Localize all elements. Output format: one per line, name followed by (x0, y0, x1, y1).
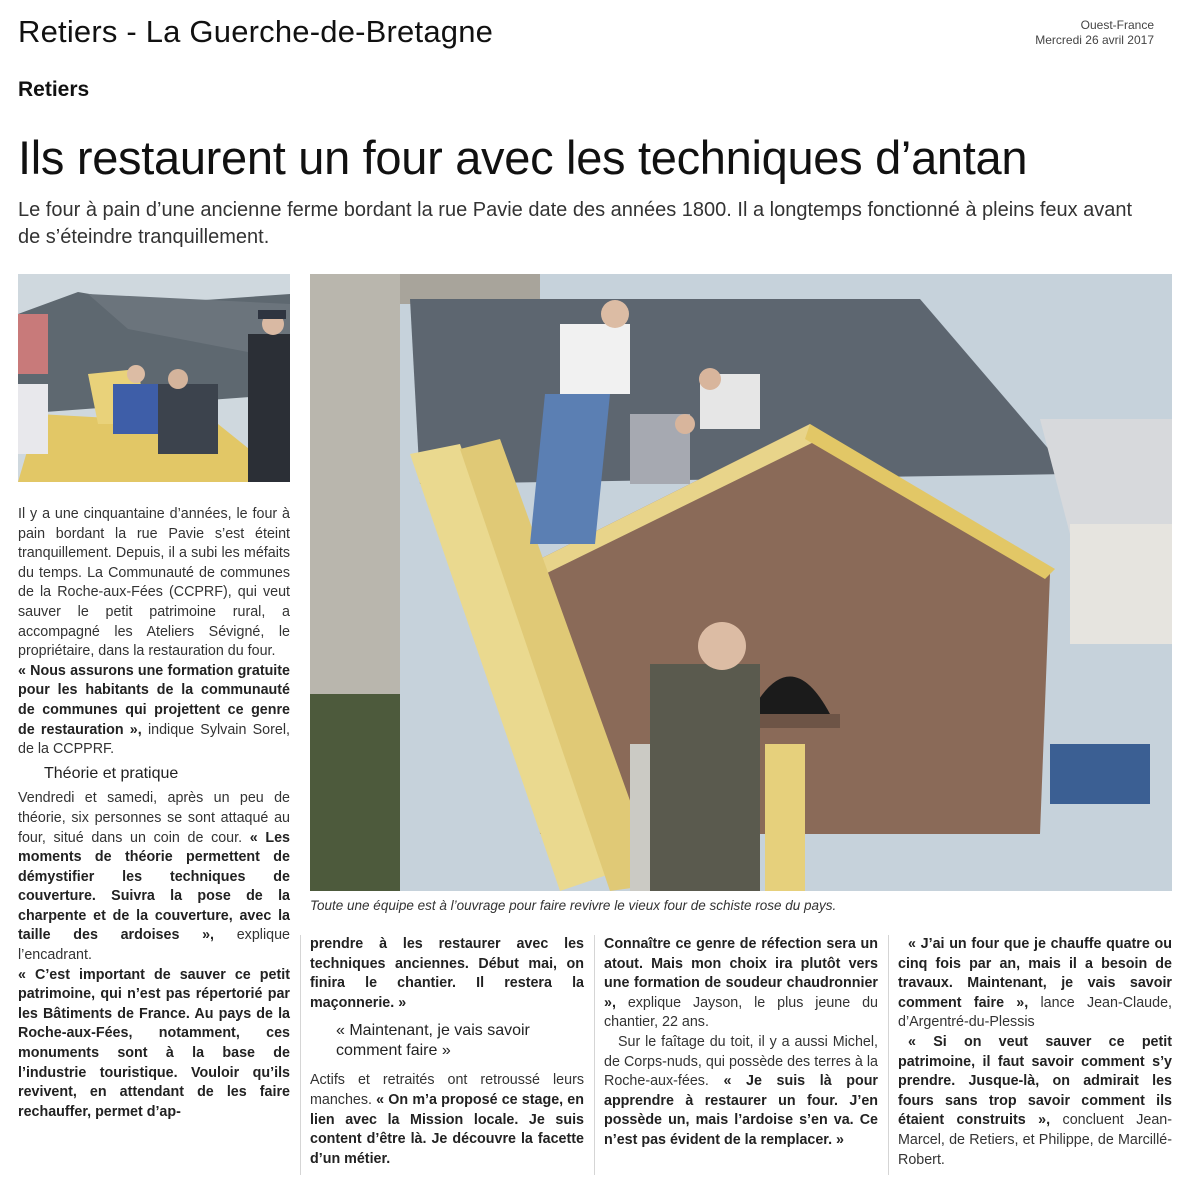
article-standfirst: Le four à pain d’une ancienne ferme bordant la rue Pavie date des années 1800. Il a longtemps fonctionné à pleins feux avant de s’éteindre tranquillement. (18, 199, 1133, 248)
publication-info (1035, 18, 1154, 48)
photo-caption: Toute une équipe est à l’ouvrage pour faire revivre le vieux four de schiste rose du pays. (310, 898, 837, 913)
text: Actifs et retraités ont retroussé leurs manches. (310, 1072, 584, 1108)
paragraph (898, 935, 1172, 1033)
paragraph (604, 1033, 878, 1151)
intertitle: « Maintenant, je vais savoir comment faire » (336, 1022, 530, 1060)
paragraph (18, 662, 290, 760)
publication-date: Mercredi 26 avril 2017 (1035, 33, 1154, 47)
photo-main-oven (310, 274, 1172, 891)
article-headline: Ils restaurent un four avec les techniques d’antan (18, 131, 1028, 184)
quote: « Si on veut sauver ce petit patrimoine, il faut savoir comment s’y prendre. Jusque-là, on admirait les fours sans trop savoir comment ils étaient construits », (898, 1033, 1172, 1129)
paragraph (898, 1033, 1172, 1170)
quote: « Je suis là pour apprendre à restaurer un four. J’en possède un, mais l’ardoise s’en va. Ce n’est pas évident de la remplacer. » (604, 1073, 878, 1148)
quote: « Les moments de théorie permettent de démystifier les techniques de couverture. Suivra la pose de la charpente et de la couverture, avec la taille des ardoises », (18, 829, 291, 944)
quote: « On m’a proposé ce stage, en lien avec la Mission locale. Je suis content d’être là. Je découvre la facette d’un métier. (310, 1091, 584, 1167)
publication-name: Ouest-France (1080, 18, 1154, 32)
article-column-4 (898, 935, 1172, 1170)
attribution: explique Jayson, le plus jeune du chantier, 22 ans. (604, 994, 878, 1031)
text: Sur le faîtage du toit, il y a aussi Michel, de Corps-nuds, qui possède des terres à la Roche-aux-fées. (604, 1033, 878, 1090)
quote: « Nous assurons une formation gratuite pour les habitants de la communauté de communes qui projettent ce genre de restauration », (18, 662, 290, 738)
quote: Connaître ce genre de réfection sera un atout. Mais mon choix ira plutôt vers une formation de soudeur chaudronnier », (604, 936, 878, 1011)
attribution: concluent Jean-Marcel, de Retiers, et Philippe, de Marcillé-Robert. (898, 1112, 1172, 1168)
quote: « J’ai un four que je chauffe quatre ou cinq fois par an, mais il a besoin de travaux. Maintenant, je vais savoir comment faire », (898, 936, 1172, 1011)
article-column-1 (18, 505, 290, 1122)
article-column-3 (604, 935, 878, 1151)
paragraph (604, 935, 878, 1033)
column-divider (888, 935, 889, 1175)
edition-title: Retiers - La Guerche-de-Bretagne (18, 14, 494, 49)
attribution: indique Sylvain Sorel, de la CCPPRF. (18, 721, 290, 758)
text: Vendredi et samedi, après un peu de théorie, six personnes se sont attaqué au four, situé dans un coin de cour. (18, 790, 290, 846)
attribution: explique l’encadrant. (18, 927, 290, 964)
column-divider (594, 935, 595, 1175)
paragraph: Il y a une cinquantaine d’années, le four à pain bordant la rue Pavie s’est éteint tranquillement. Depuis, il a subi les méfaits du temps. La Communauté de communes de la Roche-aux-Fées (CCPRF), qui veut sauver le petit patrimoine rural, a accompagné les Ateliers Sévigné, le propriétaire, dans la restauration du four. (18, 506, 290, 660)
quote: « C’est important de sauver ce petit patrimoine, qui n’est pas répertorié par les Bâtiments de France. Au pays de la Roche-aux-Fées, notamment, ces monuments sont à la base de l’industrie touristique. Vouloir qu’ils revivent, en attendant de les faire rechauffer, permet d’ap- (18, 966, 290, 1120)
quote: prendre à les restaurer avec les techniques anciennes. Début mai, on finira le chantier. Il restera la maçonnerie. » (310, 936, 584, 1011)
section-label: Retiers (18, 78, 90, 101)
column-divider (300, 935, 301, 1175)
photo-workers-small (18, 274, 290, 482)
paragraph (18, 789, 290, 965)
article-column-2 (310, 935, 584, 1169)
attribution: lance Jean-Claude, d’Argentré-du-Plessis (898, 994, 1173, 1031)
paragraph (310, 1071, 584, 1169)
subheading: Théorie et pratique (44, 764, 179, 782)
